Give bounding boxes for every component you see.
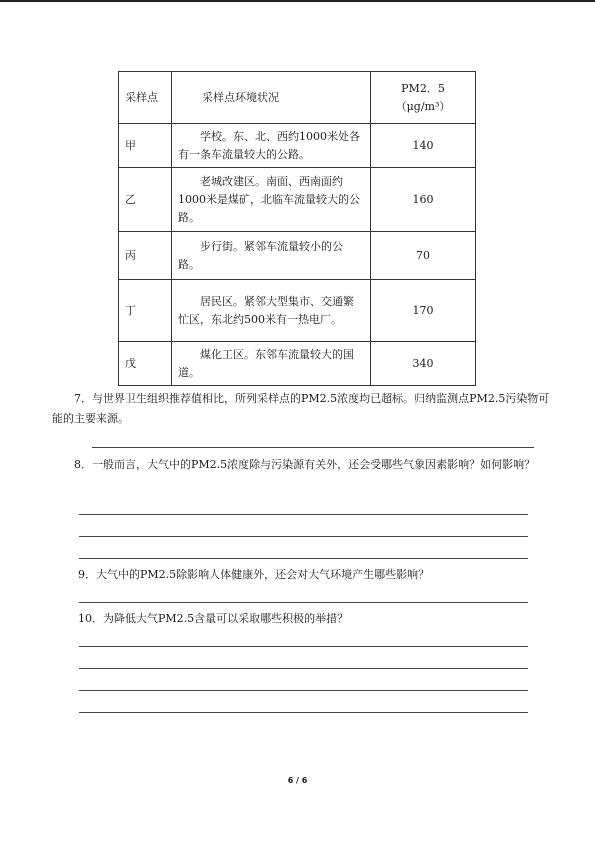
question-9: 9．大气中的PM2.5除影响人体健康外，还会对大气环境产生哪些影响？ [78,568,430,581]
pm-cell: 160 [371,168,476,232]
pm-cell: 70 [371,232,476,280]
environment-cell: 居民区。紧邻大型集市、交通繁忙区，东北约500米有一热电厂。 [172,280,371,342]
site-cell: 丙 [119,232,172,280]
answer-line[interactable] [79,646,528,647]
answer-line[interactable] [79,690,528,691]
question-7: 7．与世界卫生组织推荐值相比，所列采样点的PM2.5浓度均已超标。归纳监测点PM2.5污染物可能的主要来源。 [52,392,550,425]
answer-line[interactable] [79,558,528,559]
question-8: 8．一般而言，大气中的PM2.5浓度除与污染源有关外，还会受哪些气象因素影响？如何影响？ [74,458,536,471]
table-header-row [119,72,476,124]
table-row [119,280,476,342]
answer-line[interactable] [79,712,528,713]
question-10: 10．为降低大气PM2.5含量可以采取哪些积极的举措？ [78,612,349,625]
answer-line[interactable] [79,536,528,537]
environment-cell: 老城改建区。南面、西南面约1000米是煤矿，北临车流量较大的公路。 [172,168,371,232]
pm-cell: 340 [371,342,476,386]
header-site: 采样点 [119,72,172,124]
table-row [119,232,476,280]
header-pm-label: PM2．5 [401,81,445,95]
answer-line[interactable] [79,514,528,515]
environment-cell: 煤化工区。东邻车流量较大的国道。 [172,342,371,386]
header-pm-unit: （μg/m³） [395,99,451,113]
table-row [119,342,476,386]
site-cell: 戊 [119,342,172,386]
header-pm [371,72,476,124]
page-number: 6 / 6 [287,776,308,785]
pm-cell: 140 [371,124,476,168]
pm-cell: 170 [371,280,476,342]
site-cell: 甲 [119,124,172,168]
answer-line[interactable] [92,447,534,448]
table-row [119,124,476,168]
answer-line[interactable] [79,668,528,669]
header-environment: 采样点环境状况 [172,72,371,124]
sampling-table [118,71,476,386]
answer-line[interactable] [79,602,528,603]
environment-cell: 学校。东、北、西约1000米处各有一条车流量较大的公路。 [172,124,371,168]
site-cell: 乙 [119,168,172,232]
header-rule [0,0,595,2]
table-row [119,168,476,232]
site-cell: 丁 [119,280,172,342]
environment-cell: 步行街。紧邻车流量较小的公路。 [172,232,371,280]
